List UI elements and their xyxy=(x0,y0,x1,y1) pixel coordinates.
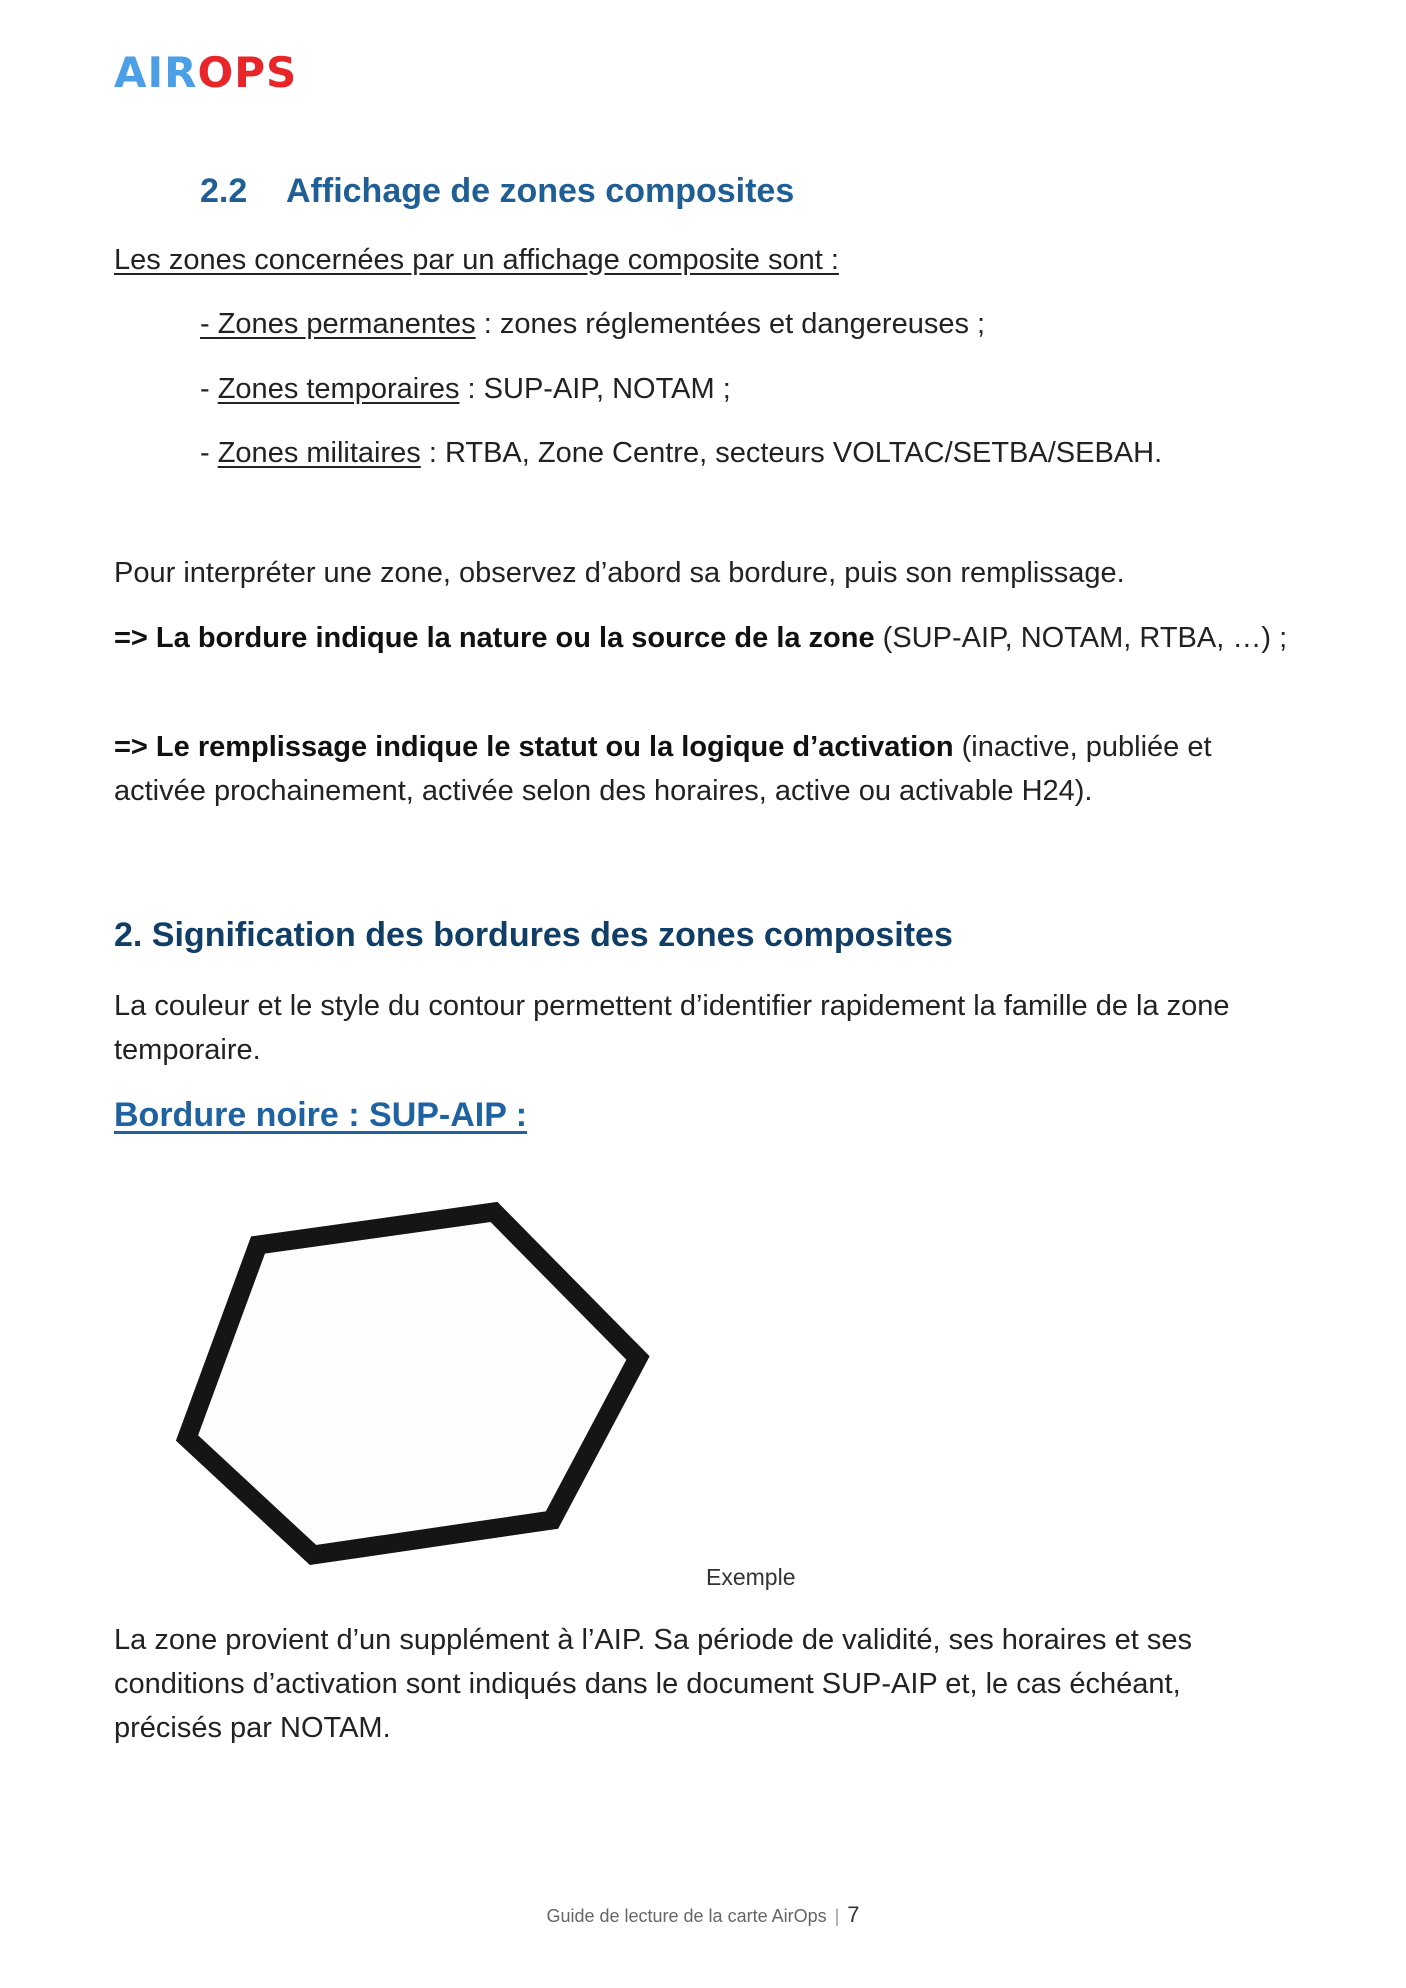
logo-text-air: AIR xyxy=(114,47,198,97)
logo-text-ops: OPS xyxy=(197,47,298,97)
section-heading-2: 2. Signification des bordures des zones composites xyxy=(114,916,953,954)
footer-text: Guide de lecture de la carte AirOps xyxy=(546,1906,827,1926)
sup-aip-description: La zone provient d’un supplément à l’AIP. Sa période de validité, ses horaires et ses conditions d’activation sont indiqués dans le document SUP-AIP et, le cas échéant, précisés par NOTAM. xyxy=(114,1624,1192,1744)
page-number: 7 xyxy=(847,1902,860,1927)
list-item-temporary xyxy=(200,367,731,411)
border-rest-text: (SUP-AIP, NOTAM, RTBA, …) ; xyxy=(874,622,1288,654)
borders-intro-paragraph: La couleur et le style du contour permettent d’identifier rapidement la famille de la zone temporaire. xyxy=(114,990,1230,1066)
list-item-text: : zones réglementées et dangereuses ; xyxy=(475,308,986,340)
fill-rest-text: (inactive, publiée et activée prochainement, activée selon des horaires, active ou activable H24). xyxy=(114,731,1212,807)
list-item-permanent xyxy=(200,302,985,346)
border-paragraph xyxy=(114,616,1294,660)
page-footer xyxy=(0,1902,1406,1928)
black-border-hexagon xyxy=(187,1212,638,1555)
border-bold-text: => La bordure indique la nature ou la source de la zone xyxy=(114,622,875,654)
footer-separator: | xyxy=(834,1906,840,1926)
sup-aip-zone-example-figure xyxy=(170,1190,660,1570)
list-item-dash: - xyxy=(200,437,218,469)
section-number: 2.2 xyxy=(200,172,248,210)
list-item-dash: - xyxy=(200,308,218,340)
list-item-label: Zones militaires xyxy=(217,437,421,469)
list-item-text: : RTBA, Zone Centre, secteurs VOLTAC/SETBA/SEBAH. xyxy=(420,437,1163,469)
zones-intro xyxy=(114,238,839,282)
airops-logo xyxy=(114,47,298,97)
fill-bold-text: => Le remplissage indique le statut ou la logique d’activation xyxy=(114,731,954,763)
list-item-military xyxy=(200,431,1162,475)
section-heading-2-2 xyxy=(200,172,794,211)
list-item-text: : SUP-AIP, NOTAM ; xyxy=(459,373,731,405)
sup-aip-subheading: Bordure noire : SUP-AIP : xyxy=(114,1096,528,1134)
fill-paragraph xyxy=(114,725,1294,813)
list-item-label: Zones temporaires xyxy=(217,373,460,405)
list-item-dash: - xyxy=(200,373,218,405)
figure-caption: Exemple xyxy=(706,1564,796,1590)
zones-intro-text: Les zones concernées par un affichage composite sont : xyxy=(114,244,839,276)
list-item-label: Zones permanentes xyxy=(217,308,476,340)
section-title: Affichage de zones composites xyxy=(286,172,795,210)
interpret-paragraph: Pour interpréter une zone, observez d’abord sa bordure, puis son remplissage. xyxy=(114,557,1125,589)
